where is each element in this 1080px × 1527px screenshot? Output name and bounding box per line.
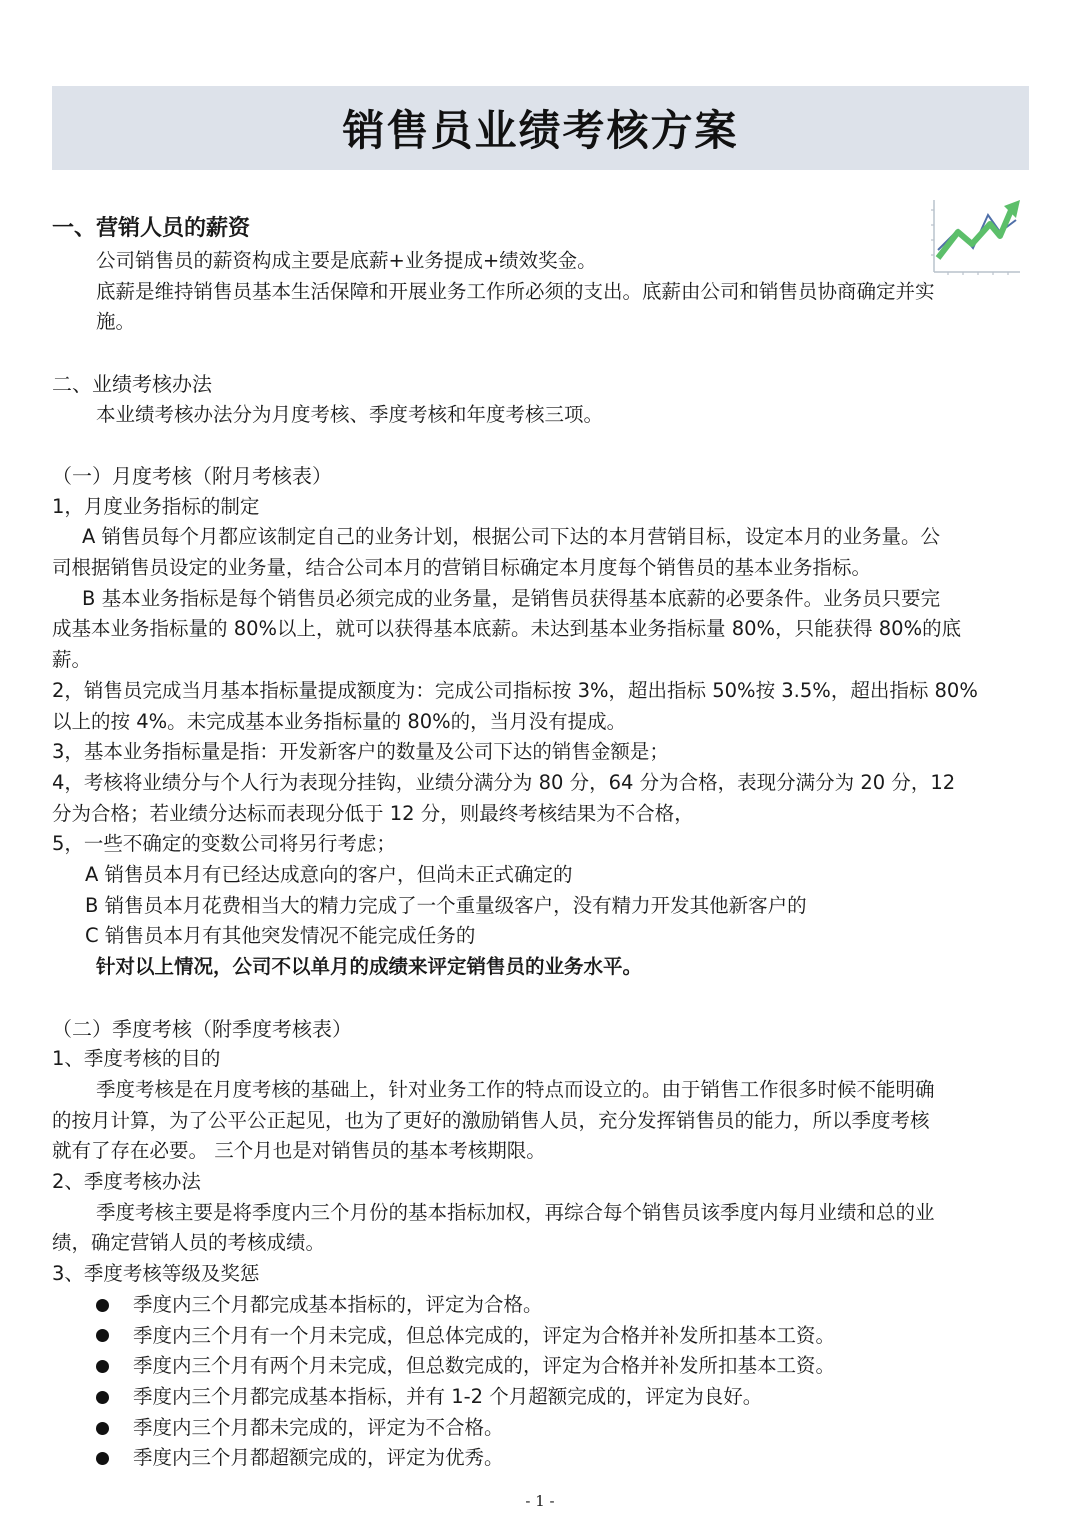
paragraph-line: 4，考核将业绩分与个人行为表现分挂钩，业绩分满分为 80 分，64 分为合格，表现分满分为 20 分，12: [52, 770, 956, 794]
list-item: [52, 1351, 1029, 1382]
paragraph-line: 绩，确定营销人员的考核成绩。: [52, 1231, 326, 1255]
paragraph-line: 1，月度业务指标的制定: [52, 494, 260, 518]
paragraph-line: 薪。: [52, 648, 92, 672]
section-heading-salary: 一、营销人员的薪资: [52, 216, 251, 241]
paragraph-line: 季度考核是在月度考核的基础上，针对业务工作的特点而设立的。由于销售工作很多时候不能明确: [96, 1077, 935, 1101]
bullet-icon: [96, 1360, 109, 1373]
list-item: [52, 1290, 1029, 1321]
paragraph-line: 3，基本业务指标量是指：开发新客户的数量及公司下达的销售金额是；: [52, 740, 669, 764]
paragraph-line: 3、季度考核等级及奖惩: [52, 1262, 260, 1286]
paragraph-line: 底薪是维持销售员基本生活保障和开展业务工作所必须的支出。底薪由公司和销售员协商确定并实: [96, 279, 935, 303]
list-item: [52, 1413, 1029, 1444]
paragraph-line: 成基本业务指标量的 80%以上，就可以获得基本底薪。未达到基本业务指标量 80%，只能获得 80%的底: [52, 617, 962, 641]
title-banner: [52, 86, 1029, 170]
section-heading-assessment: 二、业绩考核办法: [52, 371, 212, 396]
list-item-text: 季度内三个月有两个月未完成，但总数完成的，评定为合格并补发所扣基本工资。: [133, 1354, 836, 1378]
bullet-icon: [96, 1452, 109, 1465]
page-number: - 1 -: [525, 1492, 555, 1510]
paragraph-line: 2，销售员完成当月基本指标量提成额度为：完成公司指标按 3%，超出指标 50%按 3.5%，超出指标 80%: [52, 678, 978, 702]
paragraph-line: 就有了存在必要。 三个月也是对销售员的基本考核期限。: [52, 1139, 546, 1163]
paragraph-line: 1、季度考核的目的: [52, 1047, 221, 1071]
bullet-icon: [96, 1391, 109, 1404]
paragraph-line: 施。: [96, 310, 136, 334]
subsection-heading-monthly: （一）月度考核（附月考核表）: [52, 463, 332, 488]
list-item-text: 季度内三个月有一个月未完成，但总体完成的，评定为合格并补发所扣基本工资。: [133, 1323, 836, 1347]
list-item: [52, 1443, 1029, 1474]
paragraph-line: A 销售员本月有已经达成意向的客户，但尚未正式确定的: [85, 863, 573, 887]
bullet-icon: [96, 1422, 109, 1435]
paragraph-line: 5，一些不确定的变数公司将另行考虑；: [52, 832, 396, 856]
paragraph-line: 司根据销售员设定的业务量，结合公司本月的营销目标确定本月度每个销售员的基本业务指标。: [52, 556, 872, 579]
paragraph-line: A 销售员每个月都应该制定自己的业务计划，根据公司下达的本月营销目标，设定本月的业务量。公: [82, 525, 941, 549]
paragraph-line: 的按月计算，为了公平公正起见，也为了更好的激励销售人员，充分发挥销售员的能力，所以季度考核: [52, 1108, 930, 1132]
bullet-icon: [96, 1329, 109, 1342]
document-title: 销售员业绩考核方案: [342, 106, 739, 155]
paragraph-line: C 销售员本月有其他突发情况不能完成任务的: [85, 924, 476, 948]
list-item: [52, 1321, 1029, 1352]
paragraph-line: 针对以上情况，公司不以单月的成绩来评定销售员的业务水平。: [96, 955, 643, 979]
paragraph-line: 分为合格；若业绩分达标而表现分低于 12 分，则最终考核结果为不合格，: [52, 801, 694, 825]
list-item: [52, 1382, 1029, 1413]
paragraph-line: 2、季度考核办法: [52, 1170, 201, 1194]
paragraph-line: 公司销售员的薪资构成主要是底薪+业务提成+绩效奖金。: [96, 249, 597, 272]
subsection-heading-quarterly: （二）季度考核（附季度考核表）: [52, 1016, 352, 1041]
paragraph-line: 本业绩考核办法分为月度考核、季度考核和年度考核三项。: [96, 402, 604, 426]
list-item-text: 季度内三个月都超额完成的，评定为优秀。: [133, 1446, 504, 1470]
list-item-text: 季度内三个月都完成基本指标，并有 1-2 个月超额完成的，评定为良好。: [133, 1384, 763, 1408]
document-body: [52, 212, 1029, 1474]
bullet-icon: [96, 1299, 109, 1312]
paragraph-line: B 基本业务指标是每个销售员必须完成的业务量，是销售员获得基本底薪的必要条件。业务员只要完: [82, 586, 941, 610]
paragraph-line: 以上的按 4%。未完成基本业务指标量的 80%的，当月没有提成。: [52, 709, 627, 733]
list-item-text: 季度内三个月都完成基本指标的，评定为合格。: [133, 1292, 543, 1316]
paragraph-line: B 销售员本月花费相当大的精力完成了一个重量级客户，没有精力开发其他新客户的: [85, 893, 807, 917]
paragraph-line: 季度考核主要是将季度内三个月份的基本指标加权，再综合每个销售员该季度内每月业绩和总的业: [96, 1200, 935, 1224]
list-item-text: 季度内三个月都未完成的，评定为不合格。: [133, 1415, 504, 1439]
